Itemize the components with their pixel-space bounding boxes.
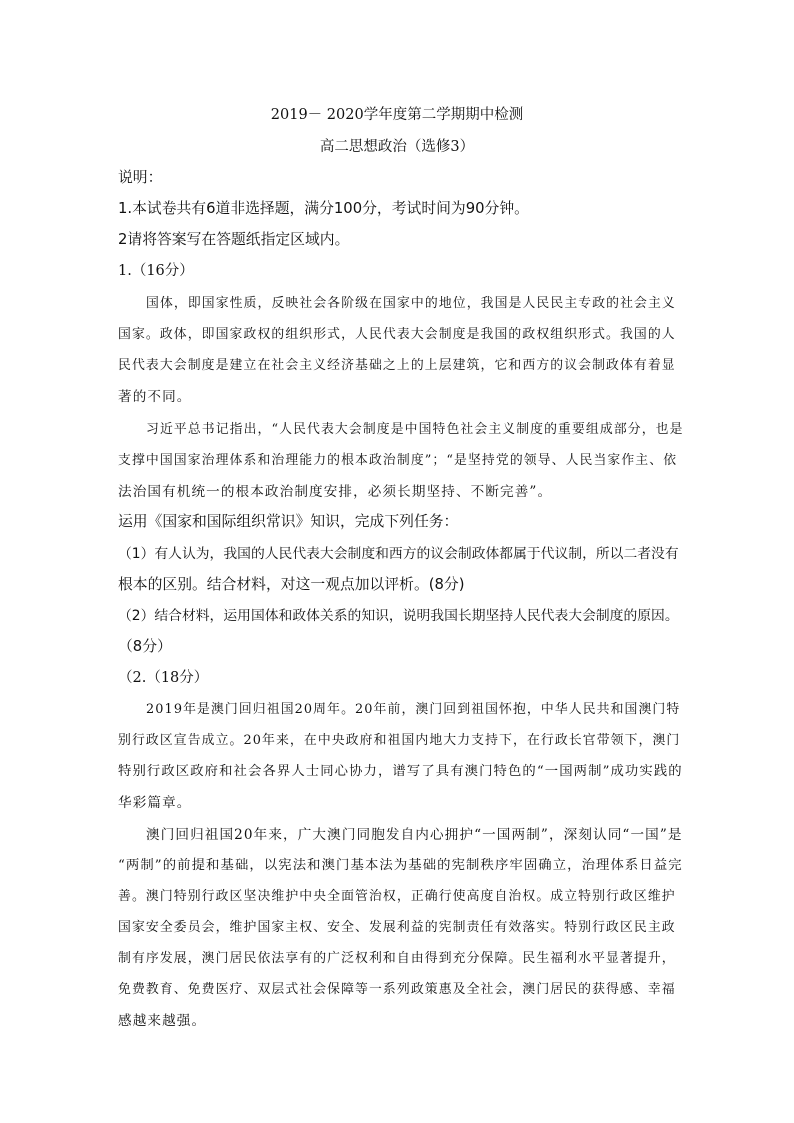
q1-material-line: 法治国有机统一的根本政治制度安排，必须长期坚持、不断完善”。 (118, 484, 553, 500)
q2-material-line: 澳门回归祖国20年来，广大澳门同胞发自内心拥护“一国两制”，深刻认同“一国”是 (146, 827, 683, 843)
q1-task-line: 根本的区别。结合材料，对这一观点加以评析。(8分) (118, 576, 465, 593)
q2-material-line: 别行政区宣告成立。20年来，在中央政府和祖国内地大力支持下，在行政长官带领下，澳门 (118, 733, 681, 748)
instruction-item-1: 1.本试卷共有6道非选择题，满分100分，考试时间为90分钟。 (118, 200, 529, 217)
q1-material-line: 国体，即国家性质，反映社会各阶级在国家中的地位，我国是人民民主专政的社会主义 (146, 296, 676, 311)
instructions-heading: 说明： (118, 169, 163, 186)
q2-material-line: 华彩篇章。 (118, 795, 192, 811)
q1-material-line: 国家。政体，即国家政权的组织形式，人民代表大会制度是我国的政权组织形式。我国的人 (118, 327, 676, 342)
instruction-item-2: 2请将答案写在答题纸指定区域内。 (118, 231, 350, 248)
q1-material-line: 习近平总书记指出，“人民代表大会制度是中国特色社会主义制度的重要组成部分，也是 (146, 422, 684, 437)
q2-material-line: “两制”的前提和基础，以宪法和澳门基本法为基础的宪制秩序牢固确立，治理体系日益完 (118, 858, 683, 873)
q2-heading: （2.（18分） (118, 670, 209, 686)
q1-task-line: （8分） (118, 638, 172, 655)
q1-task-line: （1）有人认为，我国的人民代表大会制度和西方的议会制政体都属于代议制，所以二者没有 (118, 546, 679, 562)
q1-task-intro: 运用《国家和国际组织常识》知识，完成下列任务： (118, 513, 459, 530)
q2-material-line: 2019年是澳门回归祖国20周年。20年前，澳门回到祖国怀抱，中华人民共和国澳门特 (146, 702, 681, 717)
subject-title: 高二思想政治（选修3） (319, 139, 475, 155)
q2-material-line: 特别行政区政府和社会各界人士同心协力，谱写了具有澳门特色的“一国两制”成功实践的 (118, 764, 683, 779)
q2-material-line: 感越来越强。 (118, 1013, 207, 1029)
q1-heading: 1.（16分） (118, 263, 194, 279)
q2-material-line: 免费教育、免费医疗、双层式社会保障等一系列政策惠及全社会，澳门居民的获得感、幸福 (118, 982, 676, 997)
q1-material-line: 民代表大会制度是建立在社会主义经济基础之上的上层建筑，它和西方的议会制政体有着显 (118, 358, 676, 373)
q2-material-line: 国家安全委员会，维护国家主权、安全、发展利益的宪制责任有效落实。特别行政区民主政 (118, 920, 676, 935)
q2-material-line: 制有序发展，澳门居民依法享有的广泛权利和自由得到充分保障。民生福利水平显著提升， (118, 951, 676, 966)
q1-material-line: 著的不同。 (118, 389, 192, 405)
q1-task-line: （2）结合材料，运用国体和政体关系的知识，说明我国长期坚持人民代表大会制度的原因。 (118, 608, 679, 624)
q2-material-line: 善。澳门特别行政区坚决维护中央全面管治权，正确行使高度自治权。成立特别行政区维护 (118, 889, 676, 904)
q1-material-line: 支撑中国国家治理体系和治理能力的根本政治制度”；“是坚持党的领导、人民当家作主、依 (118, 453, 678, 468)
exam-title: 2019－ 2020学年度第二学期期中检测 (270, 107, 524, 123)
